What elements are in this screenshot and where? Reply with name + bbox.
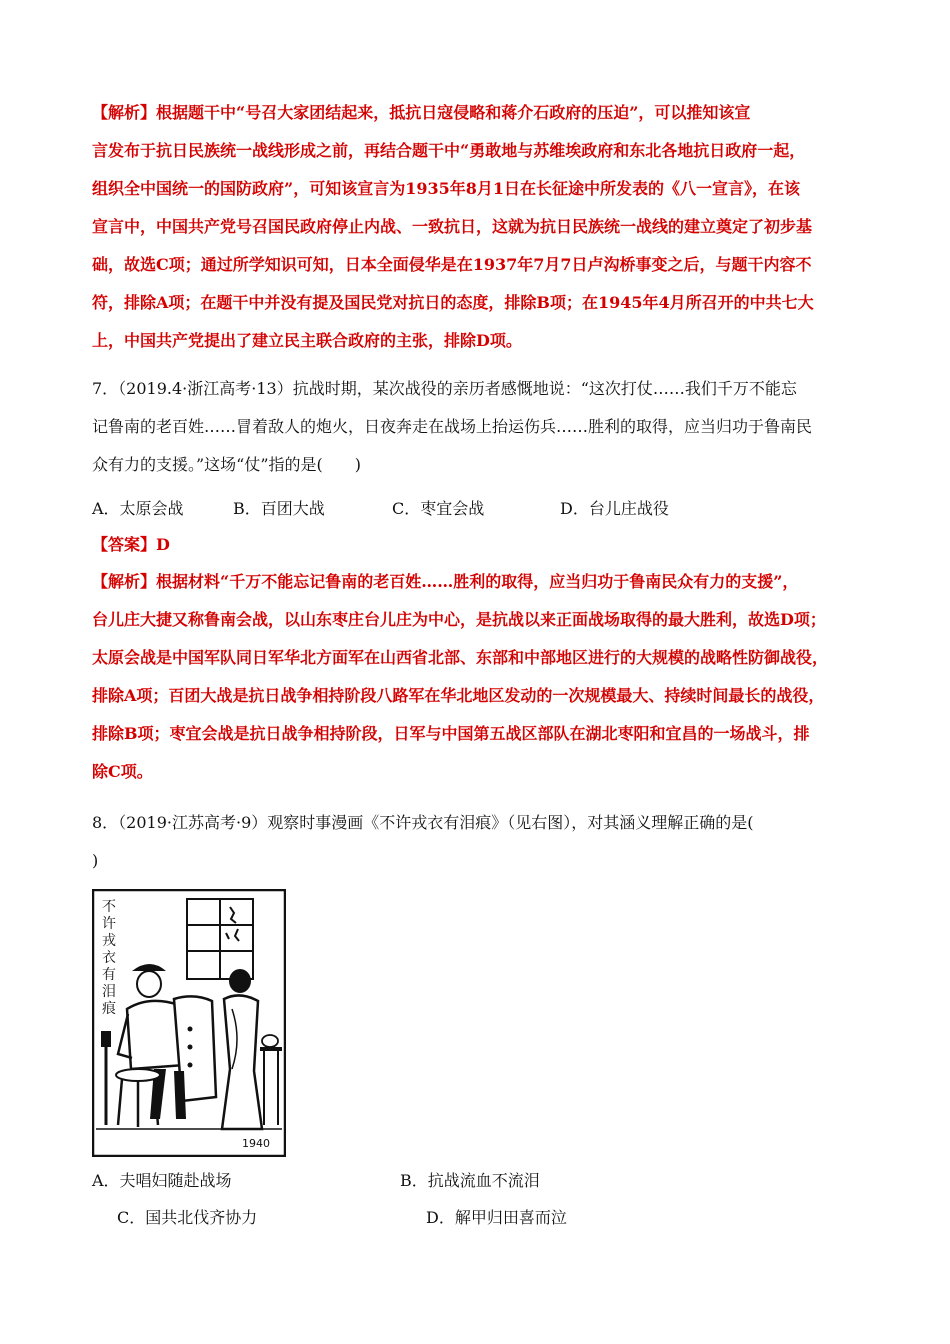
svg-text:痕: 痕 <box>102 1001 116 1017</box>
question-8 <box>92 804 862 880</box>
question-line: 8．（2019·江苏高考·9）观察时事漫画《不许戎衣有泪痕》（见右图），对其涵义理解正确的是( <box>92 813 754 832</box>
analysis-line: 排除B项；枣宜会战是抗日战争相持阶段，日军与中国第五战区部队在湖北枣阳和宜昌的一场战斗，排 <box>92 724 810 743</box>
q7-answer <box>92 526 862 564</box>
analysis-line: 言发布于抗日民族统一战线形成之前，再结合题干中“勇敢地与苏维埃政府和东北各地抗日政府一起， <box>92 141 806 160</box>
q7-option-a: A．太原会战 <box>92 499 184 518</box>
svg-text:衣: 衣 <box>102 950 116 966</box>
analysis-line: 【解析】根据题干中“号召大家团结起来，抵抗日寇侵略和蒋介石政府的压迫”，可以推知该宣 <box>92 103 751 122</box>
question-7 <box>92 370 862 484</box>
question-line: 7．（2019.4·浙江高考·13）抗战时期，某次战役的亲历者感慨地说：“这次打仗……我们千万不能忘 <box>92 379 797 398</box>
q7-option-c: C．枣宜会战 <box>392 499 485 518</box>
analysis-tag: 【解析】 <box>92 103 157 122</box>
cartoon-year: 1940 <box>242 1137 270 1150</box>
analysis-line: 组织全中国统一的国防政府”，可知该宣言为1935年8月1日在长征途中所发表的《八一宣言》，在该 <box>92 179 801 198</box>
analysis-line: 排除A项；百团大战是抗日战争相持阶段八路军在华北地区发动的一次规模最大、持续时间最长的战役， <box>92 686 825 705</box>
svg-text:不: 不 <box>102 899 116 915</box>
analysis-line: 宣言中，中国共产党号召国民政府停止内战、一致抗日，这就为抗日民族统一战线的建立奠定了初步基 <box>92 217 813 236</box>
analysis-line: 符，排除A项；在题干中并没有提及国民党对抗日的态度，排除B项；在1945年4月所召开的中共七大 <box>92 293 814 312</box>
svg-text:泪: 泪 <box>102 984 116 1000</box>
svg-text:戎: 戎 <box>102 933 116 949</box>
political-cartoon-image <box>92 889 286 1157</box>
question-line: 众有力的支援。”这场“仗”指的是( ) <box>92 455 362 474</box>
q7-option-b: B．百团大战 <box>233 499 325 518</box>
q8-option-b: B．抗战流血不流泪 <box>400 1171 540 1190</box>
analysis-line: 除C项。 <box>92 762 153 781</box>
q8-option-a: A．夫唱妇随赴战场 <box>92 1171 232 1190</box>
analysis-line: 础，故选C项；通过所学知识可知，日本全面侵华是在1937年7月7日卢沟桥事变之后，与题干内容不 <box>92 255 812 274</box>
analysis-tag: 【解析】 <box>92 572 157 591</box>
question-line: ) <box>92 851 99 870</box>
q8-option-c: C．国共北伐齐协力 <box>117 1208 258 1227</box>
answer-tag: 【答案】 <box>92 535 157 554</box>
analysis-q7 <box>92 563 862 791</box>
svg-text:有: 有 <box>102 967 116 983</box>
analysis-q6 <box>92 94 862 360</box>
analysis-line: 台儿庄大捷又称鲁南会战，以山东枣庄台儿庄为中心，是抗战以来正面战场取得的最大胜利，故选D项； <box>92 610 826 629</box>
svg-text:许: 许 <box>102 916 116 932</box>
analysis-line: 太原会战是中国军队同日军华北方面军在山西省北部、东部和中部地区进行的大规模的战略性防御战役， <box>92 648 829 667</box>
cartoon-caption <box>102 899 116 1017</box>
analysis-line: 【解析】根据材料“千万不能忘记鲁南的老百姓……胜利的取得，应当归功于鲁南民众有力的支援”， <box>92 572 799 591</box>
analysis-line: 上，中国共产党提出了建立民主联合政府的主张，排除D项。 <box>92 331 522 350</box>
answer-value: D <box>156 535 170 554</box>
q7-option-d: D．台儿庄战役 <box>560 499 669 518</box>
question-line: 记鲁南的老百姓……冒着敌人的炮火，日夜奔走在战场上抬运伤兵……胜利的取得，应当归功于鲁南民 <box>92 417 813 436</box>
q8-option-d: D．解甲归田喜而泣 <box>426 1208 567 1227</box>
